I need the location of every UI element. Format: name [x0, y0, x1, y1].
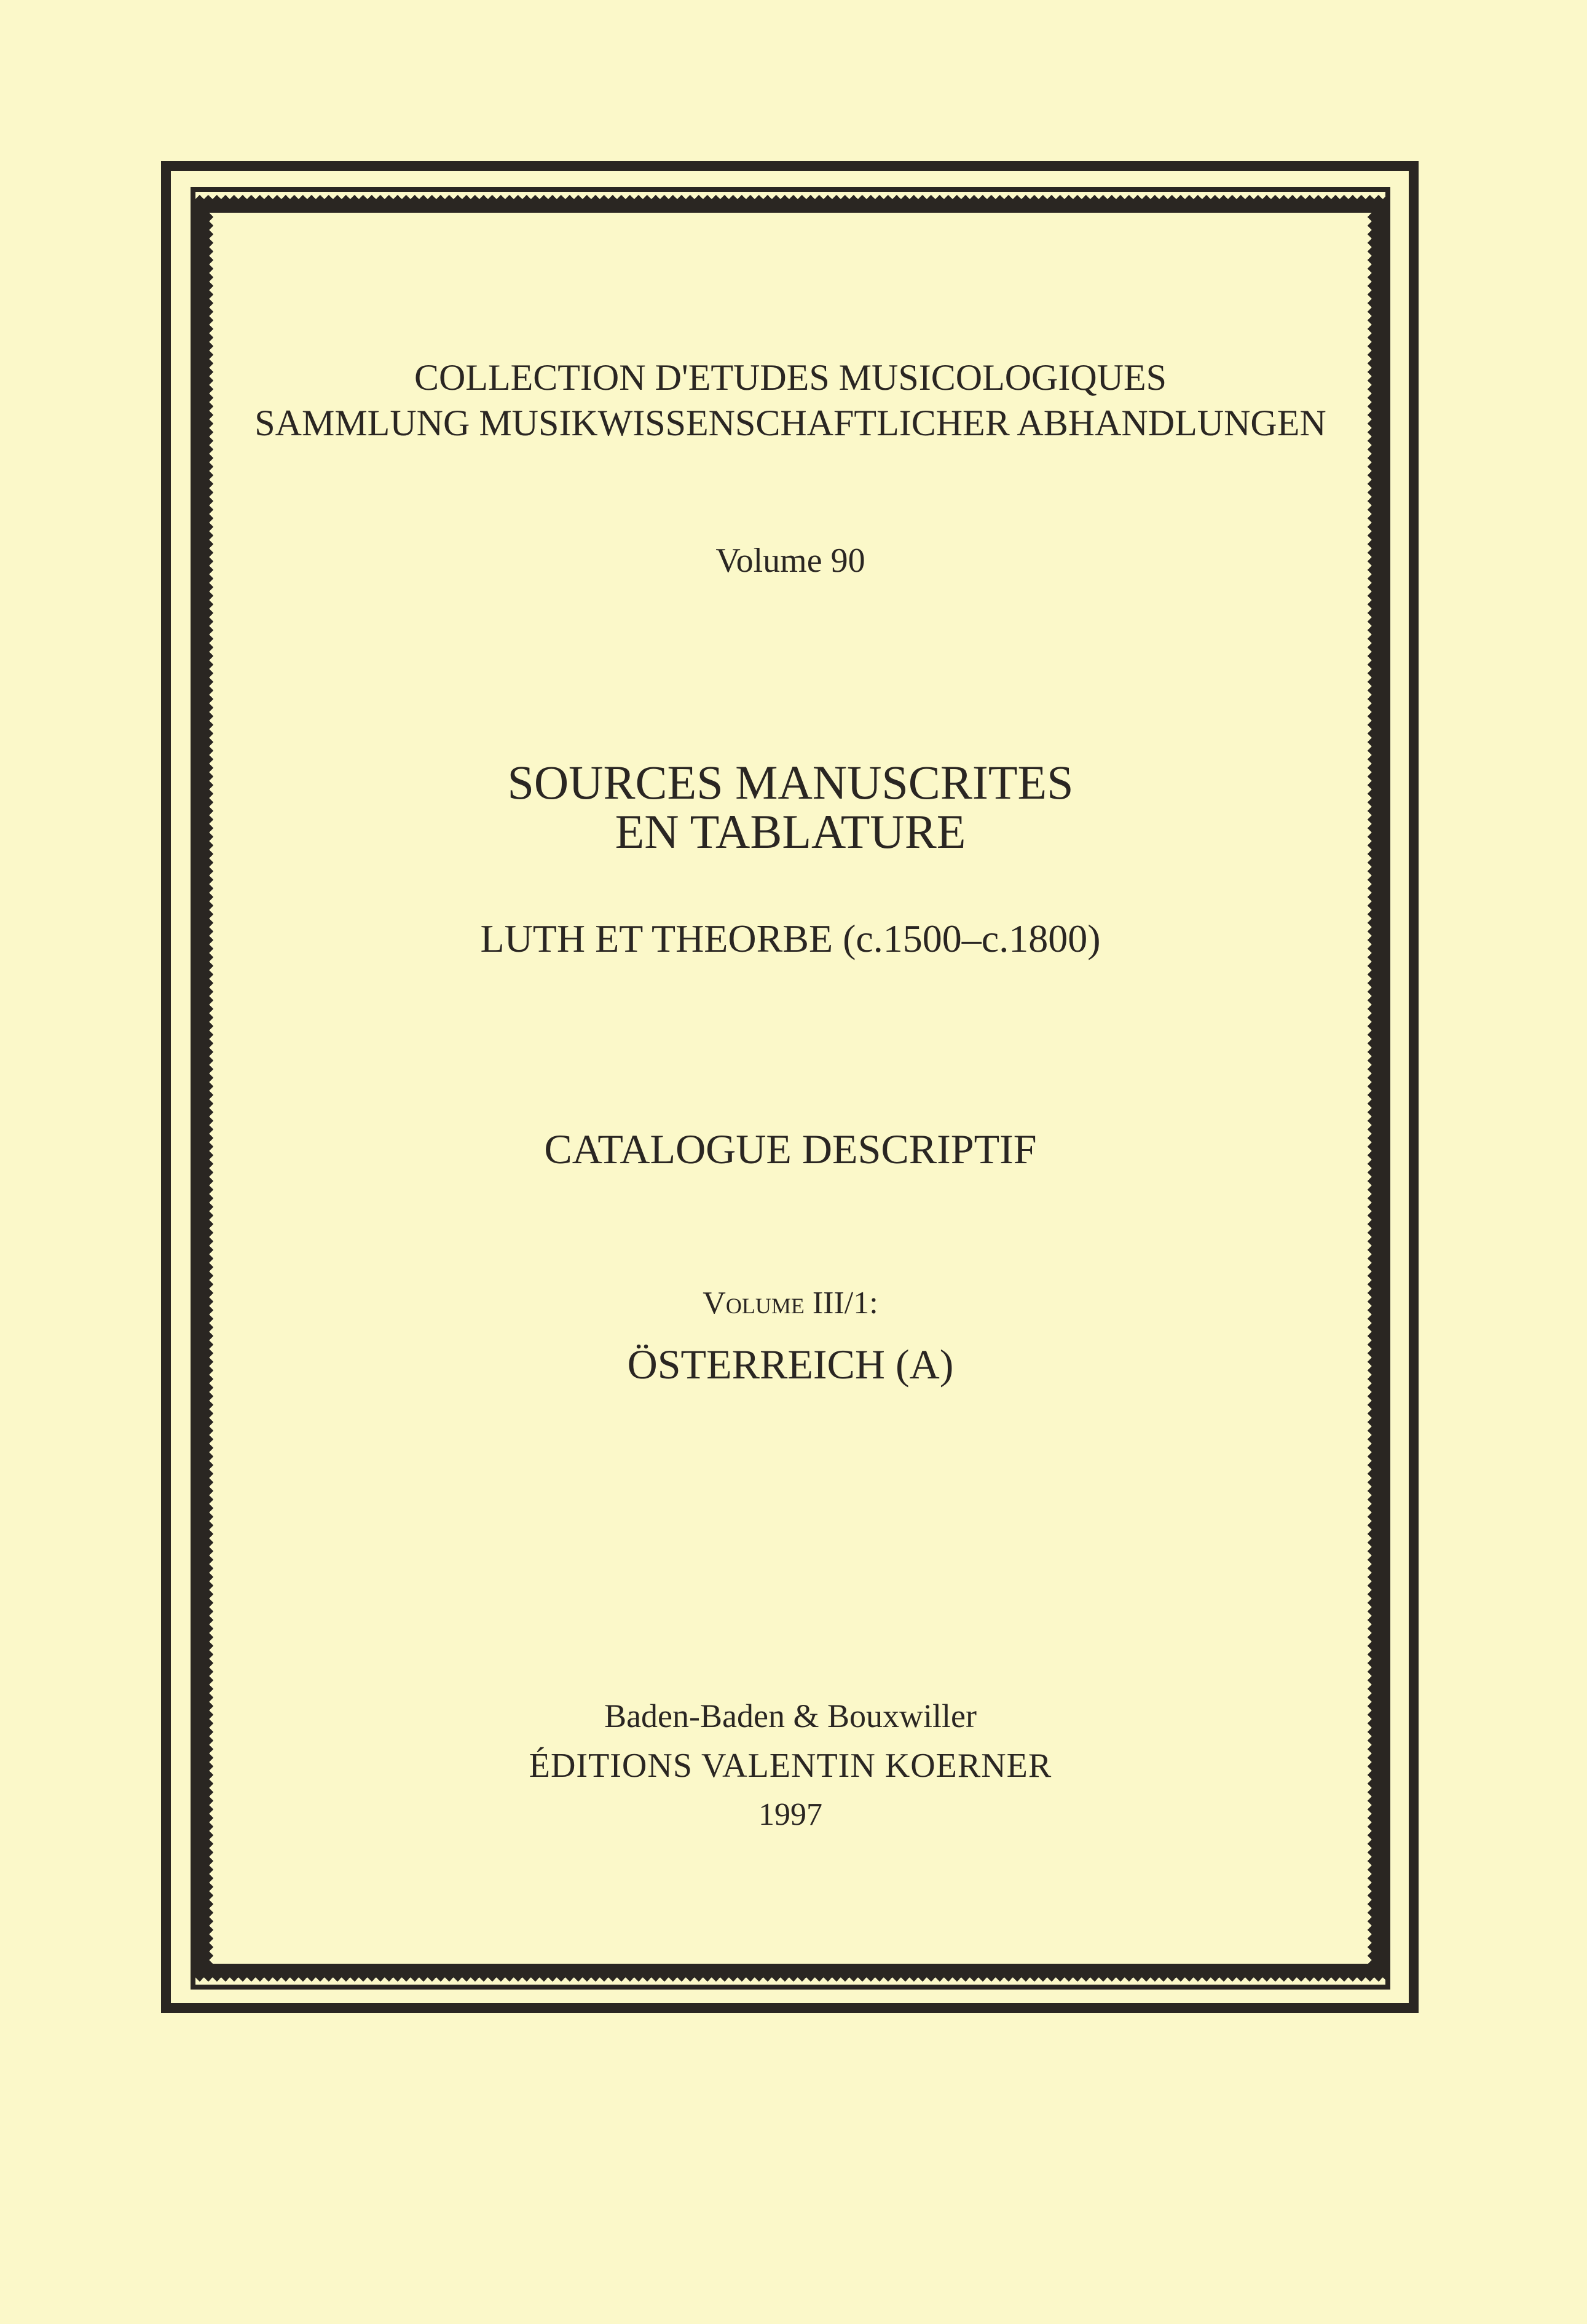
serrated-border-bottom [195, 1964, 1385, 1985]
publication-place: Baden-Baden & Bouxwiller [604, 1698, 977, 1734]
volume-part-number: III/1: [812, 1286, 878, 1321]
publication-year: 1997 [758, 1797, 822, 1832]
volume-part [221, 1285, 1360, 1321]
series-title-french: COLLECTION D'ETUDES MUSICOLOGIQUES [414, 357, 1167, 398]
main-title-line-2: EN TABLATURE [615, 805, 966, 858]
main-title-line-1: SOURCES MANUSCRITES [507, 756, 1074, 809]
series-title-german: SAMMLUNG MUSIKWISSENSCHAFTLICHER ABHANDLUNGEN [254, 403, 1326, 443]
serrated-border-right [1365, 213, 1385, 1964]
volume-part-label: Volume [703, 1286, 805, 1321]
subtitle: LUTH ET THEORBE (c.1500–c.1800) [480, 917, 1101, 960]
cover-content [221, 221, 1360, 1955]
publisher-name: ÉDITIONS VALENTIN KOERNER [529, 1747, 1052, 1785]
series-volume-number: Volume 90 [715, 542, 865, 580]
catalogue-heading: CATALOGUE DESCRIPTIF [544, 1126, 1037, 1172]
serrated-border-top [195, 192, 1385, 213]
country-heading: ÖSTERREICH (A) [627, 1341, 954, 1388]
serrated-border-left [195, 213, 216, 1964]
